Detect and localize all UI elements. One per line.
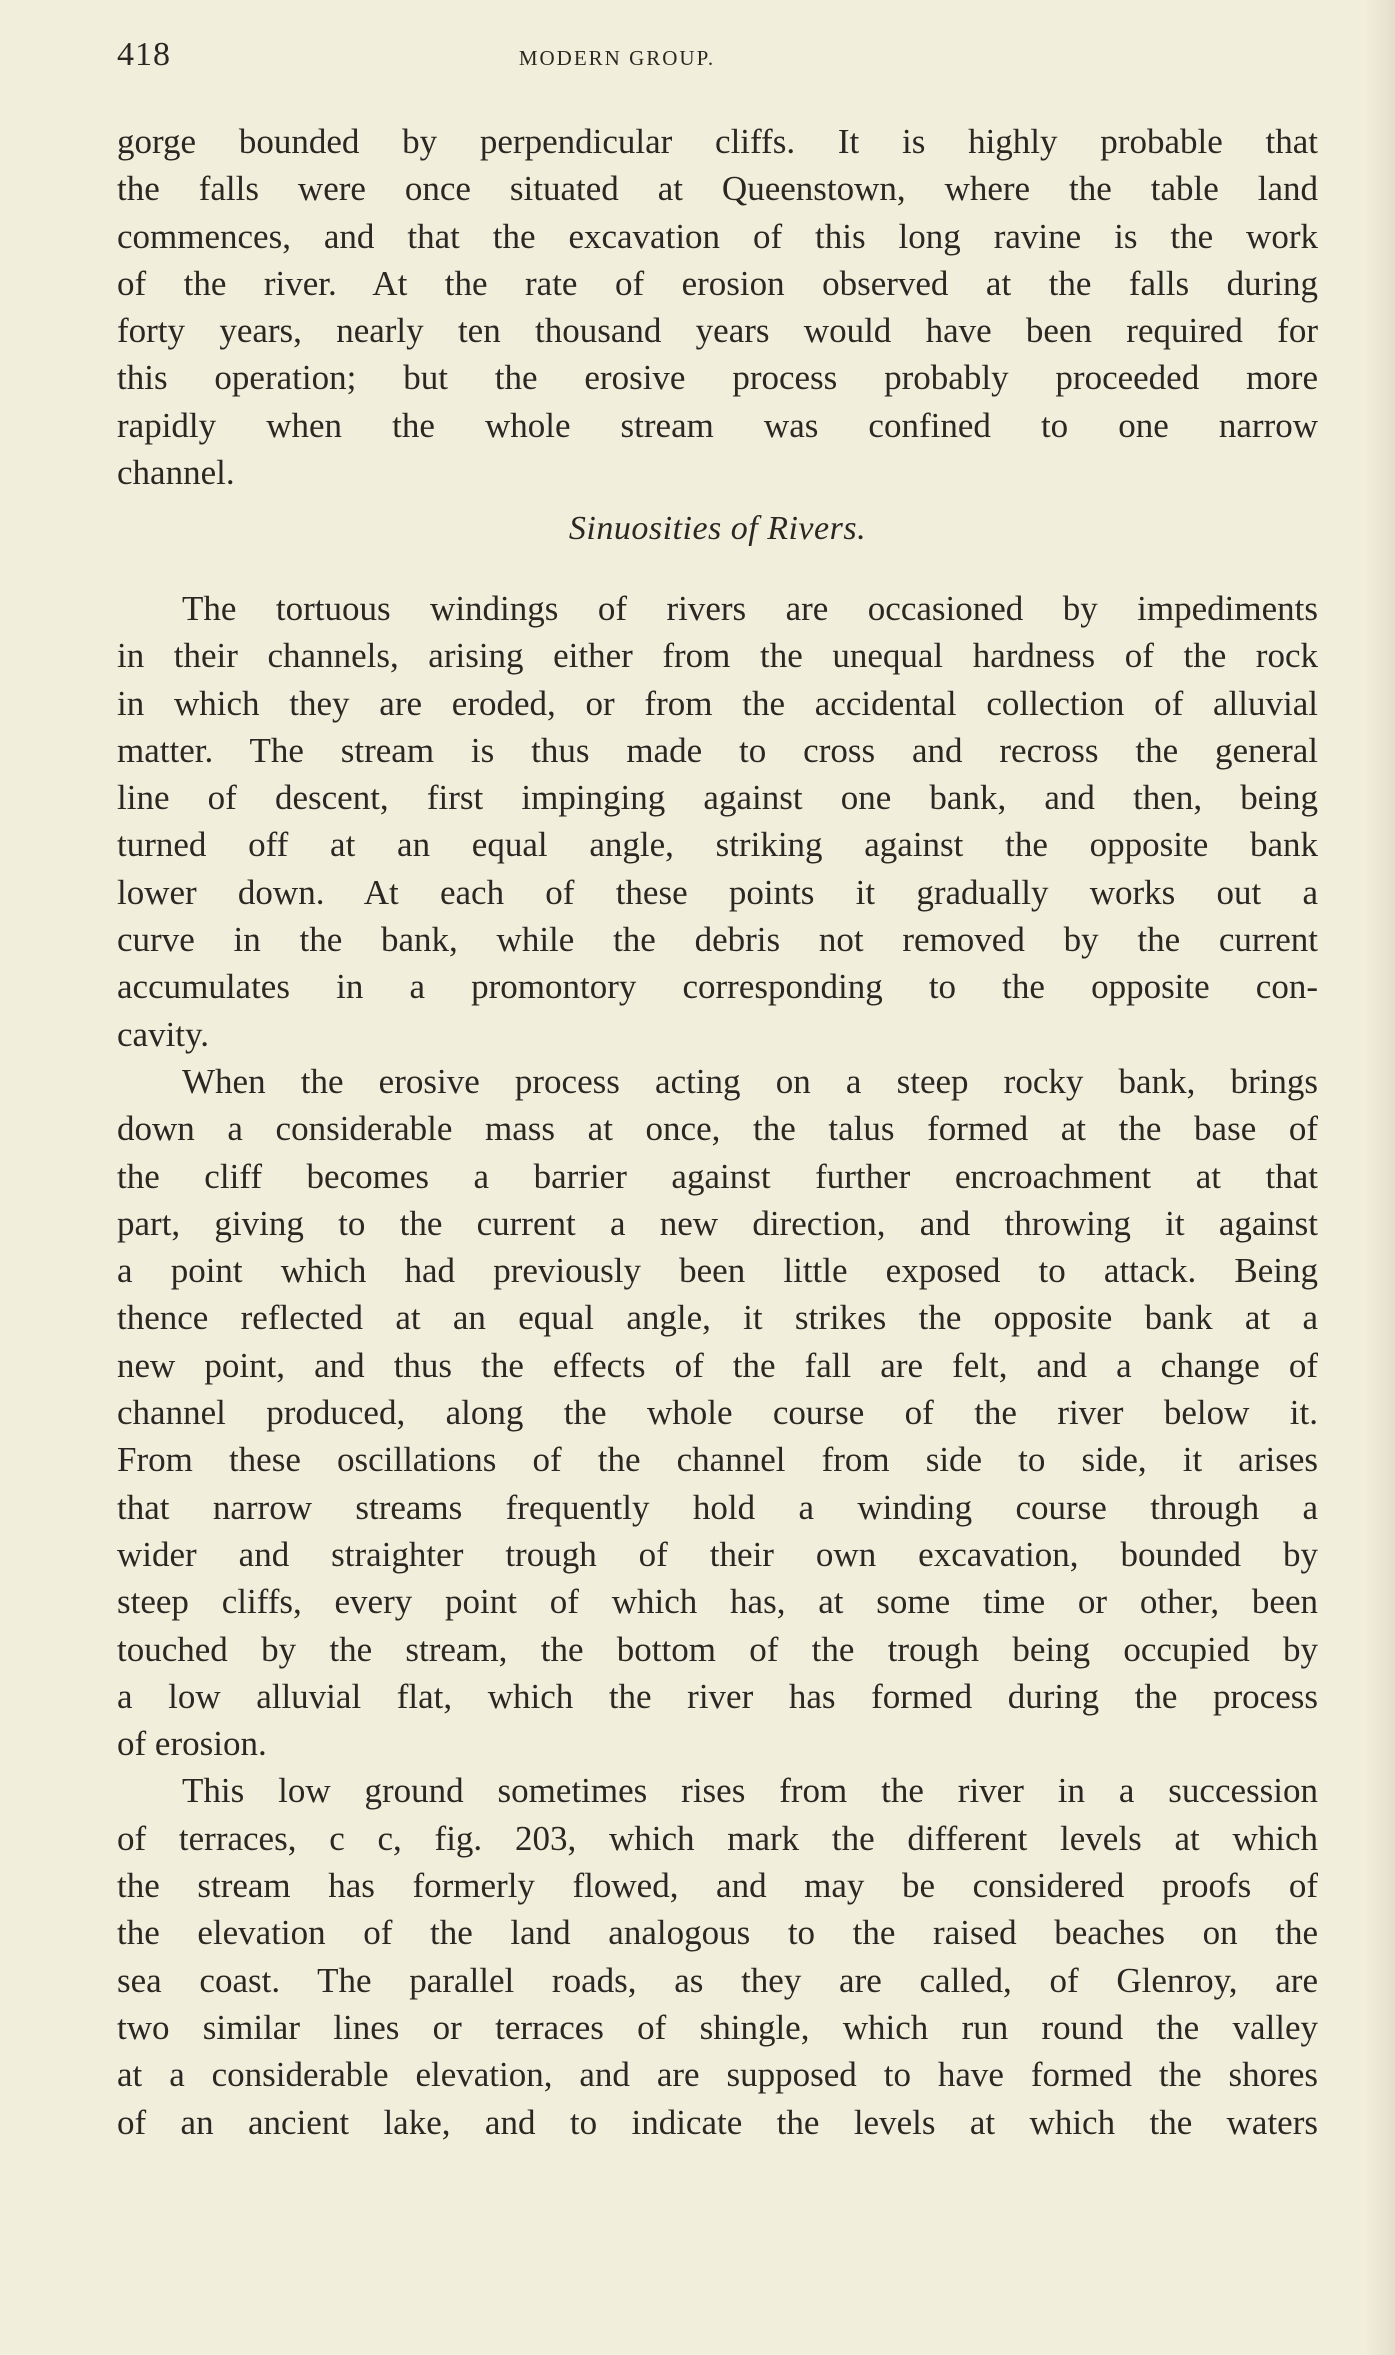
running-title: MODERN GROUP. [518, 46, 716, 70]
text-line: in which they are eroded, or from the accidental collection of alluvial [117, 683, 1318, 723]
text-line: of the river. At the rate of erosion observed at the falls during [117, 263, 1318, 303]
text-line: rapidly when the whole stream was confined to one narrow [117, 405, 1318, 445]
text-line: the elevation of the land analogous to the raised beaches on the [117, 1913, 1318, 1953]
section-heading: Sinuosities of Rivers. [568, 510, 867, 547]
text-line: When the erosive process acting on a steep rocky bank, brings [182, 1061, 1318, 1101]
paragraph-2-to-4 [117, 585, 1318, 2146]
text-line: the stream has formerly flowed, and may be considered proofs of [117, 1866, 1318, 1906]
text-line: lower down. At each of these points it gradually works out a [117, 872, 1318, 912]
text-line: of erosion. [117, 1724, 267, 1764]
text-line: matter. The stream is thus made to cross and recross the general [117, 730, 1318, 770]
text-line: thence reflected at an equal angle, it strikes the opposite bank at a [117, 1298, 1318, 1338]
page-header [117, 36, 1317, 76]
paragraph-4 [117, 1767, 1318, 2145]
text-line: new point, and thus the effects of the fall are felt, and a change of [117, 1345, 1318, 1385]
text-line: turned off at an equal angle, striking against the opposite bank [117, 825, 1318, 865]
text-line: accumulates in a promontory corresponding to the opposite con- [117, 967, 1318, 1007]
text-line: commences, and that the excavation of this long ravine is the work [117, 216, 1318, 256]
text-line: cavity. [117, 1014, 209, 1054]
text-line: curve in the bank, while the debris not removed by the current [117, 920, 1318, 960]
text-line: touched by the stream, the bottom of the trough being occupied by [117, 1629, 1318, 1669]
text-line: of terraces, c c, fig. 203, which mark the different levels at which [117, 1818, 1318, 1858]
text-line: in their channels, arising either from the unequal hardness of the rock [117, 636, 1318, 676]
text-line: From these oscillations of the channel from side to side, it arises [117, 1440, 1318, 1480]
text-line: This low ground sometimes rises from the river in a succession [182, 1771, 1318, 1811]
text-line: a point which had previously been little exposed to attack. Being [117, 1251, 1318, 1291]
paragraph-1 [117, 118, 1318, 496]
paragraph-2 [117, 585, 1318, 1058]
text-line: at a considerable elevation, and are supposed to have formed the shores [117, 2055, 1318, 2095]
page-edge-shadow [1365, 0, 1395, 2355]
text-line: that narrow streams frequently hold a winding course through a [117, 1487, 1318, 1527]
text-line: a low alluvial flat, which the river has formed during the process [117, 1676, 1318, 1716]
page-number: 418 [117, 36, 171, 73]
text-line: the cliff becomes a barrier against further encroachment at that [117, 1156, 1318, 1196]
paragraph-3 [117, 1058, 1318, 1767]
text-line: this operation; but the erosive process probably proceeded more [117, 358, 1318, 398]
text-line: the falls were once situated at Queenstown, where the table land [117, 169, 1318, 209]
text-line: of an ancient lake, and to indicate the levels at which the waters [117, 2102, 1318, 2142]
text-line: line of descent, first impinging against one bank, and then, being [117, 778, 1318, 818]
text-line: wider and straighter trough of their own excavation, bounded by [117, 1534, 1318, 1574]
text-line: channel produced, along the whole course of the river below it. [117, 1393, 1318, 1433]
text-line: down a considerable mass at once, the talus formed at the base of [117, 1109, 1318, 1149]
text-line: forty years, nearly ten thousand years would have been required for [117, 311, 1318, 351]
text-line: part, giving to the current a new direction, and throwing it against [117, 1203, 1318, 1243]
text-line: The tortuous windings of rivers are occasioned by impediments [182, 589, 1318, 628]
text-line: channel. [117, 453, 235, 493]
text-line: steep cliffs, every point of which has, at some time or other, been [117, 1582, 1318, 1622]
text-line: two similar lines or terraces of shingle, which run round the valley [117, 2007, 1318, 2047]
text-line: sea coast. The parallel roads, as they are called, of Glenroy, are [117, 1960, 1318, 2000]
text-line: gorge bounded by perpendicular cliffs. It is highly probable that [117, 122, 1318, 161]
